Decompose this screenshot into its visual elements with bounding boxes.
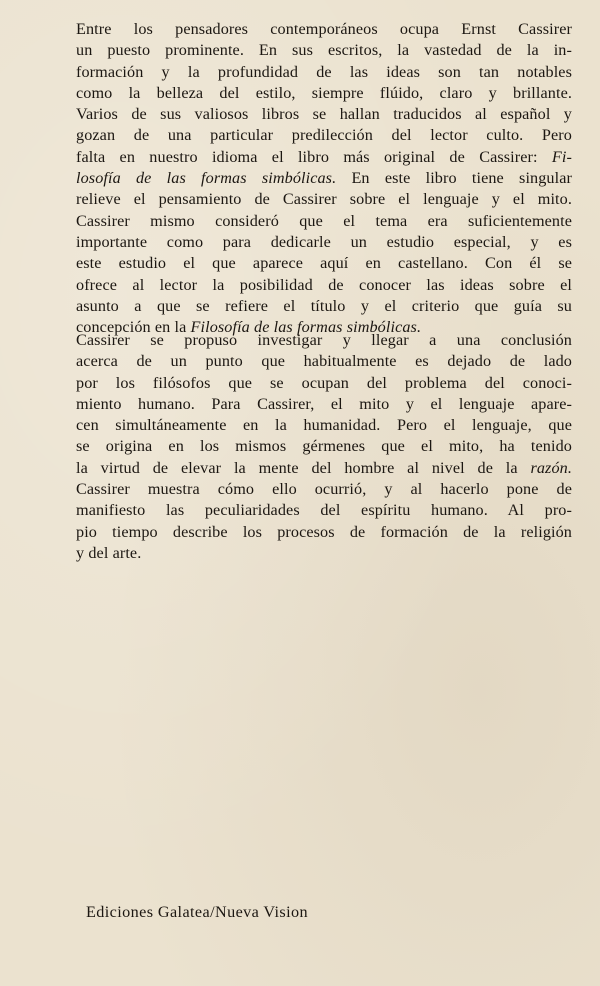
book-title-italic: Filosofía de las formas simbólicas. xyxy=(190,318,422,337)
paragraph-intro xyxy=(76,19,572,338)
text-line: cen simultáneamente en la humanidad. Pero el lenguaje, que xyxy=(76,416,572,435)
text-line: Cassirer mismo consideró que el tema era suficientemente xyxy=(76,211,572,230)
text-run: En este libro tiene singular xyxy=(336,169,572,188)
text-line: asunto a que se refiere el título y el criterio que guía su xyxy=(76,296,572,315)
text-line: gozan de una particular predilección del lector culto. Pero xyxy=(76,126,572,145)
book-title-italic: losofía de las formas simbólicas. xyxy=(76,169,337,188)
text-line: Cassirer muestra cómo ello ocurrió, y al hacerlo pone de xyxy=(76,480,572,499)
text-line: miento humano. Para Cassirer, el mito y el lenguaje apare- xyxy=(76,394,572,413)
text-line: y del arte. xyxy=(76,543,142,562)
text-line: se origina en los mismos gérmenes que el mito, ha tenido xyxy=(76,437,572,456)
text-line xyxy=(76,168,572,189)
text-line: acerca de un punto que habitualmente es dejado de lado xyxy=(76,352,572,371)
text-line: este estudio el que aparece aquí en castellano. Con él se xyxy=(76,254,572,273)
paragraph-summary xyxy=(76,330,572,564)
text-line: pio tiempo describe los procesos de formación de la religión xyxy=(76,522,572,541)
text-run: la virtud de elevar la mente del hombre al nivel de la xyxy=(76,458,531,477)
text-line xyxy=(76,458,572,479)
text-line: Cassirer se propuso investigar y llegar a una conclusión xyxy=(76,331,572,349)
text-line: como la belleza del estilo, siempre flúido, claro y brillante. xyxy=(76,83,572,102)
text-line: relieve el pensamiento de Cassirer sobre el lenguaje y el mito. xyxy=(76,190,572,209)
text-line: importante como para dedicarle un estudio especial, y es xyxy=(76,232,572,251)
text-line: por los filósofos que se ocupan del problema del conoci- xyxy=(76,373,572,392)
text-line: Entre los pensadores contemporáneos ocupa Ernst Cassirer xyxy=(76,20,572,38)
book-title-italic: Fi- xyxy=(551,147,572,166)
text-line: un puesto prominente. En sus escritos, la vastedad de la in- xyxy=(76,41,572,60)
emphasis-italic: razón. xyxy=(530,458,572,477)
text-line xyxy=(76,147,572,168)
text-line: ofrece al lector la posibilidad de conocer las ideas sobre el xyxy=(76,275,572,294)
text-run: falta en nuestro idioma el libro más original de Cassirer: xyxy=(76,147,552,166)
text-run: concepción en la xyxy=(76,318,191,337)
text-line: formación y la profundidad de las ideas son tan notables xyxy=(76,62,572,81)
text-line: manifiesto las peculiaridades del espíritu humano. Al pro- xyxy=(76,501,572,520)
text-line: Varios de sus valiosos libros se hallan traducidos al español y xyxy=(76,105,572,124)
publisher-imprint: Ediciones Galatea/Nueva Vision xyxy=(86,903,309,921)
